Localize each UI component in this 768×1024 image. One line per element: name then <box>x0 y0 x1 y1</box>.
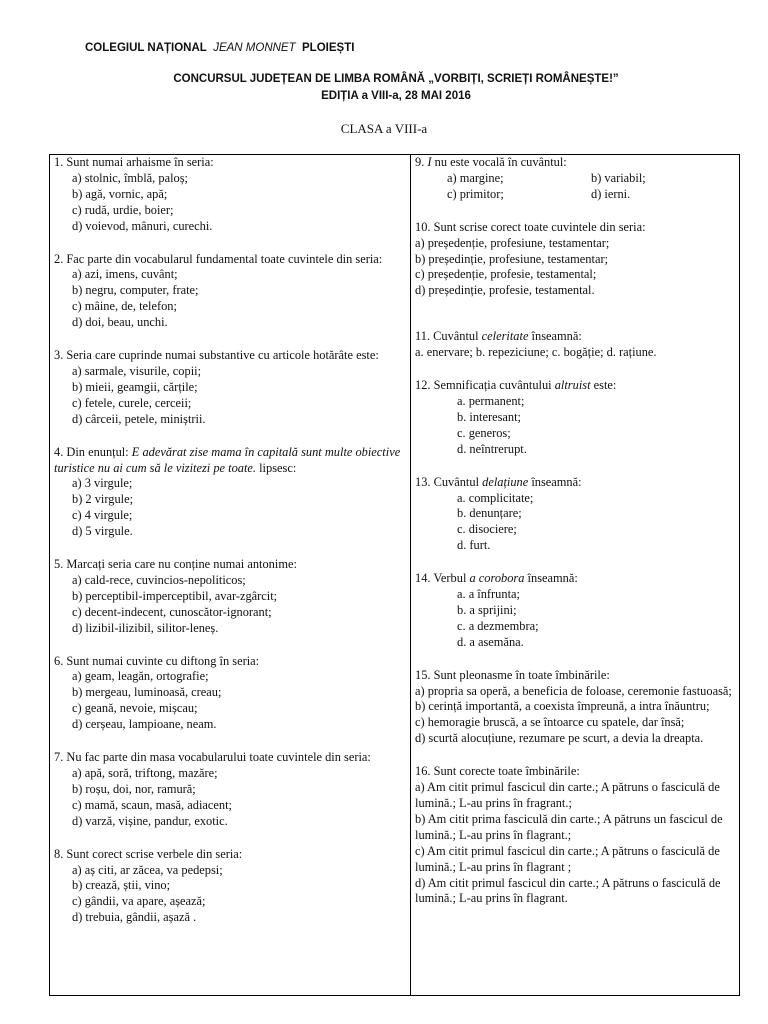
question-stem: 5. Marcați seria care nu conține numai antonime: <box>54 557 297 572</box>
question-1 <box>54 155 406 235</box>
option-d: d) ierni. <box>591 186 631 201</box>
option-d: d. neîntrerupt. <box>457 441 527 456</box>
answer-options: a. enervare; b. repeziciune; c. bogăție; d. rațiune. <box>415 345 657 360</box>
question-6 <box>54 654 406 734</box>
question-stem: 12. Semnificația cuvântului altruist este: <box>415 378 617 393</box>
option-a: a) președenție, profesiune, testamentar; <box>415 235 610 250</box>
option-c: c) Am citit primul fascicul din carte.; A pătruns o fasciculă de lumină.; L-au prins în flagrant ; <box>415 843 720 874</box>
question-stem: 3. Seria care cuprinde numai substantive cu articole hotărâte este: <box>54 348 379 363</box>
question-15 <box>415 668 737 748</box>
option-b: b) 2 virgule; <box>72 492 134 507</box>
option-a: a) azi, imens, cuvânt; <box>72 267 178 282</box>
quiz-table <box>49 154 740 996</box>
option-d: d) lizibil-ilizibil, silitor-leneș. <box>72 620 219 635</box>
question-stem: 13. Cuvântul delațiune înseamnă: <box>415 474 582 489</box>
options-grid <box>415 171 737 203</box>
option-a: a) geam, leagăn, ortografie; <box>72 669 209 684</box>
option-c: c. generos; <box>457 425 511 440</box>
option-b: b. denunțare; <box>457 506 522 521</box>
question-11 <box>415 329 737 361</box>
option-a: a) sarmale, visurile, copii; <box>72 363 202 378</box>
option-b: b. a sprijini; <box>457 602 517 617</box>
option-a: a) stolnic, îmblă, paloș; <box>72 170 188 185</box>
option-d: d) Am citit primul fascicul din carte.; A pătruns o fasciculă de lumină.; L-au prins în flagrant. <box>415 875 721 906</box>
option-d: d) varză, vișine, pandur, exotic. <box>72 813 228 828</box>
letter-i: I <box>427 155 432 169</box>
option-b: b) președinție, profesiune, testamentar; <box>415 251 609 266</box>
option-b: b) crează, știi, vino; <box>72 878 171 893</box>
option-d: d) trebuia, gândii, așază . <box>72 910 197 925</box>
question-13 <box>415 475 737 555</box>
option-b: b) cerință importantă, a coexista împreună, a intra înăuntru; <box>415 699 710 714</box>
question-9 <box>415 155 737 203</box>
question-stem: 9. I nu este vocală în cuvântul: <box>415 155 567 169</box>
option-b: b) mergeau, luminoasă, creau; <box>72 685 222 700</box>
option-c: c) gândii, va apare, așează; <box>72 894 206 909</box>
question-stem: 2. Fac parte din vocabularul fundamental toate cuvintele din seria: <box>54 251 383 266</box>
option-c: c) mamă, scaun, masă, adiacent; <box>72 797 232 812</box>
option-c: c) mâine, de, telefon; <box>72 299 177 314</box>
option-a: a) apă, soră, triftong, mazăre; <box>72 766 218 780</box>
option-b: b) perceptibil-imperceptibil, avar-zgârcit; <box>72 588 278 603</box>
option-d: d. a asemăna. <box>457 634 524 649</box>
option-c: c) președenție, profesie, testamental; <box>415 267 597 282</box>
question-stem: 6. Sunt numai cuvinte cu diftong în seria: <box>54 653 260 668</box>
school-name: COLEGIUL NAȚIONAL JEAN MONNET PLOIEȘTI <box>85 42 355 54</box>
question-2 <box>54 252 406 332</box>
option-c: c. disociere; <box>457 522 517 537</box>
option-a: a) cald-rece, cuvincios-nepoliticos; <box>72 572 246 587</box>
question-stem: 4. Din enunțul: E adevărat zise mama în capitală sunt multe obiective turistice nu ai cum să le vizitezi pe toate. lipsesc: <box>54 444 401 475</box>
class-title: CLASA a VIII-a <box>340 121 428 136</box>
option-d: d) cerșeau, lampioane, neam. <box>72 717 217 732</box>
option-a: a. complicitate; <box>457 490 534 505</box>
question-stem: 1. Sunt numai arhaisme în seria: <box>54 155 214 169</box>
key-word: delațiune <box>482 474 529 489</box>
option-d: d. furt. <box>457 538 491 553</box>
option-a: a. a înfrunta; <box>457 587 520 602</box>
option-d: d) scurtă alocuțiune, rezumare pe scurt, a devia la dreapta. <box>415 731 704 746</box>
quoted-sentence: E adevărat zise mama în capitală sunt multe obiective turistice nu ai cum să le vizitezi pe toate. <box>54 444 401 475</box>
column-divider <box>410 155 411 995</box>
option-b: b) roșu, doi, nor, ramură; <box>72 781 196 796</box>
question-14 <box>415 571 737 651</box>
option-a: a) aș citi, ar zăcea, va pedepsi; <box>72 862 223 877</box>
option-c: c) hemoragie bruscă, a se întoarce cu spatele, dar însă; <box>415 715 685 730</box>
question-stem: 8. Sunt corect scrise verbele din seria: <box>54 846 243 861</box>
option-d: d) cârceii, petele, miniștrii. <box>72 411 206 426</box>
option-b: b) agă, vornic, apă; <box>72 186 168 201</box>
left-column <box>54 155 406 943</box>
key-word: altruist <box>554 378 591 393</box>
option-b: b) Am citit prima fasciculă din carte.; A pătruns un fascicul de lumină.; L-au prins în flagrant.; <box>415 811 723 842</box>
question-stem: 11. Cuvântul celeritate înseamnă: <box>415 329 582 344</box>
question-stem: 15. Sunt pleonasme în toate îmbinările: <box>415 667 610 682</box>
option-a: a) margine; <box>447 170 504 185</box>
option-a: a. permanent; <box>457 393 525 408</box>
question-16 <box>415 764 737 907</box>
question-3 <box>54 348 406 428</box>
edition-line: EDIȚIA a VIII-a, 28 MAI 2016 <box>321 90 471 102</box>
option-c: c) geană, nevoie, mișcau; <box>72 701 198 716</box>
option-b: b) negru, computer, frate; <box>72 283 199 298</box>
option-c: c) rudă, urdie, boier; <box>72 202 174 217</box>
option-d: d) președinție, profesie, testamental. <box>415 283 595 298</box>
question-10 <box>415 220 737 300</box>
option-a: a) 3 virgule; <box>72 476 133 491</box>
key-word: celeritate <box>481 329 529 344</box>
option-d: d) voievod, mânuri, curechi. <box>72 218 213 233</box>
question-stem: 7. Nu fac parte din masa vocabularului toate cuvintele din seria: <box>54 750 371 765</box>
option-c: c) fetele, curele, cerceii; <box>72 395 192 410</box>
question-stem: 14. Verbul a corobora înseamnă: <box>415 571 578 586</box>
option-c: c) primitor; <box>447 186 504 201</box>
question-8 <box>54 847 406 927</box>
question-7 <box>54 750 406 830</box>
option-b: b. interesant; <box>457 409 521 424</box>
option-d: d) doi, beau, unchi. <box>72 315 168 330</box>
key-word: a corobora <box>469 571 525 586</box>
question-5 <box>54 557 406 637</box>
option-c: c) 4 virgule; <box>72 508 133 523</box>
question-12 <box>415 378 737 458</box>
question-4 <box>54 445 406 540</box>
question-stem: 10. Sunt scrise corect toate cuvintele din seria: <box>415 219 646 234</box>
question-stem: 16. Sunt corecte toate îmbinările: <box>415 764 580 779</box>
option-b: b) variabil; <box>591 170 646 185</box>
option-c: c) decent-indecent, cunoscător-ignorant; <box>72 604 272 619</box>
option-a: a) propria sa operă, a beneficia de foloase, ceremonie fastuoasă; <box>415 683 732 698</box>
option-a: a) Am citit primul fascicul din carte.; A pătruns o fasciculă de lumină.; L-au prins în fragrant.; <box>415 780 720 810</box>
right-column <box>415 155 737 924</box>
option-b: b) mieii, geamgii, cărțile; <box>72 379 198 394</box>
option-c: c. a dezmembra; <box>457 618 539 633</box>
option-d: d) 5 virgule. <box>72 524 133 539</box>
contest-title: CONCURSUL JUDEȚEAN DE LIMBA ROMÂNĂ „VORBIȚI, SCRIEȚI ROMÂNEȘTE!” <box>173 73 619 85</box>
